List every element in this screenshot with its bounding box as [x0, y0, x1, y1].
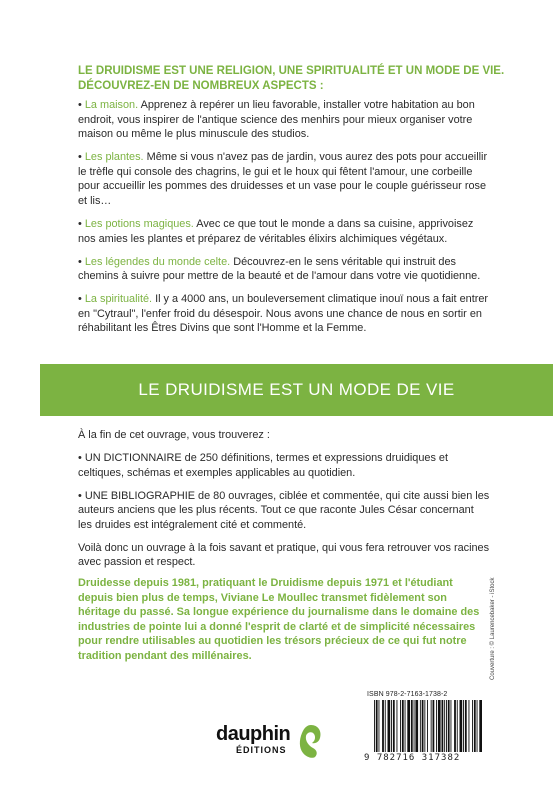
barcode-bar	[460, 700, 463, 752]
bullet: •	[78, 151, 82, 164]
dolphin-logo-icon	[298, 723, 324, 759]
publisher-sub: ÉDITIONS	[236, 745, 287, 755]
aspect-item-maison	[78, 98, 490, 142]
bullet: •	[78, 217, 82, 230]
barcode-bar	[472, 700, 473, 752]
barcode-bar	[436, 700, 437, 752]
barcode-bar	[379, 700, 380, 752]
barcode-bar	[474, 700, 476, 752]
aspect-title: La maison.	[84, 99, 139, 111]
barcode-bar	[405, 700, 406, 752]
bullet: •	[78, 255, 82, 268]
aspect-item-spiritualite	[78, 292, 490, 336]
barcode-bar	[479, 700, 482, 752]
barcode-bar	[427, 700, 428, 752]
aspect-title: Les légendes du monde celte.	[84, 255, 231, 268]
barcode-bar	[388, 700, 391, 752]
aspect-text: Découvrez-en le sens véritable qui instruit des chemins à suivre pour mettre de la beauté et de l'amour dans votre vie quotidienne.	[78, 255, 481, 283]
barcode-bar	[414, 700, 415, 752]
body-paragraph-4: Voilà donc un ouvrage à la fois savant et pratique, qui vous fera retrouver vos racines avec passion et respect.	[78, 541, 490, 569]
aspect-item-legendes	[78, 255, 490, 284]
aspect-text: Il y a 4000 ans, un bouleversement climatique inouï nous a fait entrer en "Cytraul", l'enfer froid du désespoir. Nous avons une chance de nous en sortir en réhabilitant les Êtres Divins que sont l'Homme et la Femme.	[78, 293, 489, 335]
barcode-bar	[393, 700, 395, 752]
aspect-title: Les plantes.	[84, 151, 144, 164]
barcode-bar	[448, 700, 450, 752]
body-paragraph-1: À la fin de cet ouvrage, vous trouverez :	[78, 429, 270, 441]
aspect-title: La spiritualité.	[84, 293, 153, 306]
barcode-bar	[451, 700, 452, 752]
barcode-bar	[420, 700, 421, 752]
aspects-list	[78, 98, 490, 344]
barcode-bar	[391, 700, 392, 752]
body-paragraph-3: • UNE BIBLIOGRAPHIE de 80 ouvrages, ciblée et commentée, qui cite aussi bien les auteurs anciens que les plus récents. Tout ce que raconte Jules César concernant les druides est intégralement cité et commenté.	[78, 489, 490, 531]
aspect-text: Apprenez à repérer un lieu favorable, installer votre habitation au bon endroit, vous inspirer de l'antique science des menhirs pour mieux organiser votre maison ou même le plus minuscule des studios.	[78, 99, 475, 141]
barcode-bar	[457, 700, 458, 752]
barcode-bar	[374, 700, 375, 752]
barcode-bar	[400, 700, 401, 752]
aspect-text: Même si vous n'avez pas de jardin, vous aurez des pots pour accueillir le trèfle qui console des chagrins, le gui et le houx qui fêtent l'amour, une corbeille pour accueillir les pommes des druidesses et un vase pour le couple guérisseur rose et lis…	[78, 151, 488, 207]
barcode-bar	[477, 700, 478, 752]
barcode-bar	[442, 700, 444, 752]
body-paragraph-2: • UN DICTIONNAIRE de 250 définitions, termes et expressions druidiques et celtiques, schémas et exemples applicables au quotidien.	[78, 451, 449, 479]
aspect-text: Avec ce que tout le monde a dans sa cuisine, apprivoisez nos amies les plantes et préparez de véritables élixirs alchimiques végétaux.	[78, 217, 474, 245]
barcode-bar	[454, 700, 456, 752]
intro-heading	[78, 64, 505, 94]
aspect-title: Les potions magiques.	[84, 217, 194, 230]
barcode-bar	[397, 700, 398, 752]
publisher-name: dauphin	[216, 723, 291, 745]
barcode-bar	[382, 700, 384, 752]
publisher-logo	[216, 723, 326, 773]
aspect-item-potions	[78, 217, 490, 246]
barcode-bar	[433, 700, 435, 752]
barcode-bar	[415, 700, 418, 752]
aspect-item-plantes	[78, 150, 490, 208]
bullet: •	[78, 293, 82, 306]
body-text	[78, 428, 490, 578]
barcode-bar	[463, 700, 464, 752]
barcode-bar	[444, 700, 445, 752]
green-banner	[40, 364, 553, 416]
barcode-bar	[385, 700, 386, 752]
barcode-bar	[422, 700, 424, 752]
cover-credit: Couverture : © Laurencebaker - iStock	[490, 577, 496, 680]
bullet: •	[78, 99, 82, 111]
author-bio: Druidesse depuis 1981, pratiquant le Druidisme depuis 1971 et l'étudiant depuis bien plus de temps, Viviane Le Moullec transmet fidèlement son héritage du passé. Sa longue expérience du journalisme dans le domaine des industries de pointe lui a donné l'esprit de clarté et de simplicité nécessaires pour rendre utilisables au quotidien les trésors précieux de ce qui fut notre tradition pendant des millénaires.	[78, 577, 480, 662]
banner-title: LE DRUIDISME EST UN MODE DE VIE	[138, 380, 455, 399]
barcode-bar	[402, 700, 404, 752]
isbn-label: ISBN 978-2-7163-1738-2	[367, 691, 448, 698]
barcode-bar	[438, 700, 441, 752]
barcode-bar	[465, 700, 467, 752]
barcode-bar	[446, 700, 447, 752]
barcode-bar	[407, 700, 410, 752]
barcode-bar	[411, 700, 413, 752]
barcode-bar	[431, 700, 432, 752]
barcode	[372, 700, 482, 752]
barcode-bar	[469, 700, 470, 752]
intro-line-2: DÉCOUVREZ-EN DE NOMBREUX ASPECTS :	[78, 80, 324, 92]
intro-line-1: LE DRUIDISME EST UNE RELIGION, UNE SPIRITUALITÉ ET UN MODE DE VIE.	[78, 65, 505, 77]
barcode-bar	[424, 700, 425, 752]
barcode-digits: 9 782716 317382	[364, 753, 461, 763]
barcode-bar	[376, 700, 378, 752]
